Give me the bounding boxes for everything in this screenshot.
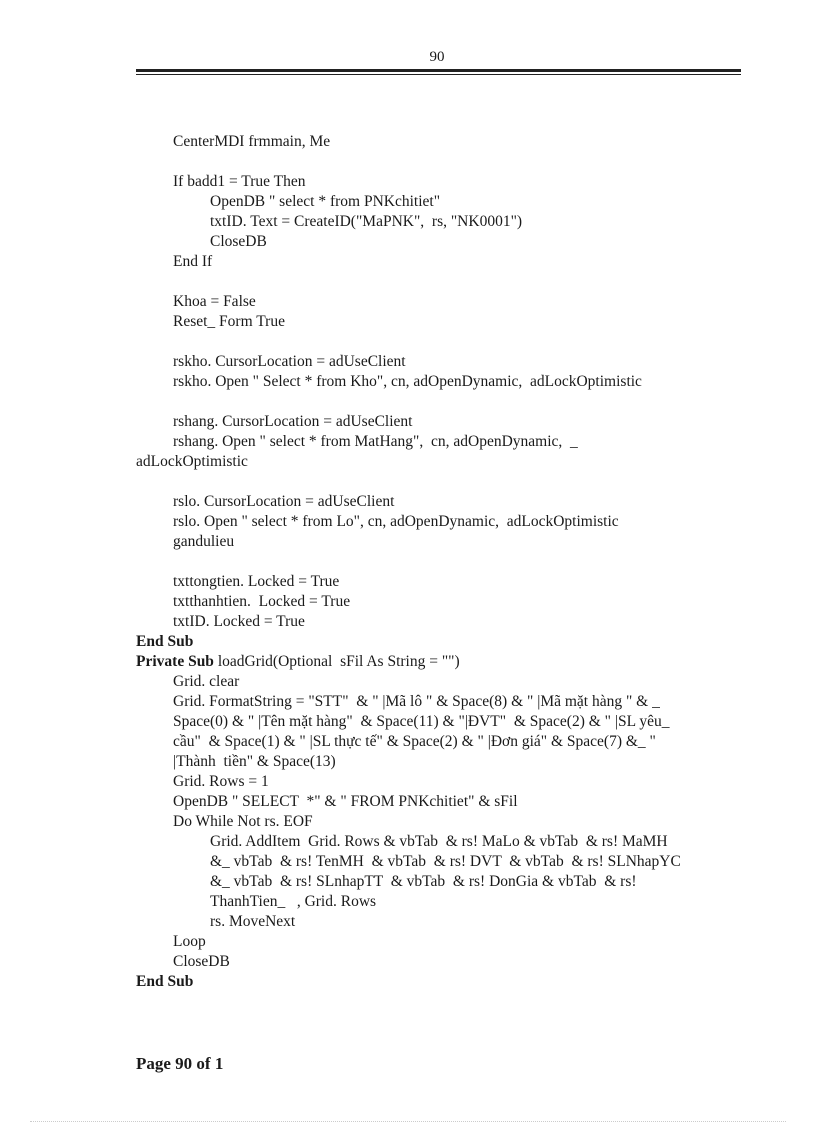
code-line: txtID. Text = CreateID("MaPNK", rs, "NK0001") — [210, 213, 523, 230]
header-rule-thick — [136, 69, 741, 72]
code-line: rskho. CursorLocation = adUseClient — [173, 353, 406, 370]
code-line: End If — [173, 253, 213, 270]
code-line: rshang. Open " select * from MatHang", cn, adOpenDynamic, _ — [173, 433, 578, 450]
code-line: Do While Not rs. EOF — [173, 813, 313, 830]
code-line: CloseDB — [173, 953, 230, 970]
code-listing — [136, 132, 736, 992]
code-line-keyword: End Sub — [136, 973, 194, 990]
code-line: Space(0) & " |Tên mặt hàng" & Space(11) & "|ĐVT" & Space(2) & " |SL yêu_ — [173, 713, 670, 730]
code-line: |Thành tiền" & Space(13) — [173, 753, 336, 770]
code-line: CloseDB — [210, 233, 267, 250]
code-line: rskho. Open " Select * from Kho", cn, adOpenDynamic, adLockOptimistic — [173, 373, 642, 390]
code-line: &_ vbTab & rs! SLnhapTT & vbTab & rs! DonGia & vbTab & rs! — [210, 873, 637, 890]
code-line: rs. MoveNext — [210, 913, 296, 930]
page-number: 90 — [429, 49, 445, 65]
page-bottom-divider — [30, 1121, 786, 1122]
code-line: Grid. FormatString = "STT" & " |Mã lô " & Space(8) & " |Mã mặt hàng " & _ — [173, 693, 660, 710]
code-line: txttongtien. Locked = True — [173, 573, 340, 590]
code-line: ThanhTien_ , Grid. Rows — [210, 893, 377, 910]
header-rule-thin — [136, 74, 741, 75]
code-line: Khoa = False — [173, 293, 256, 310]
code-line: cầu" & Space(1) & " |SL thực tế" & Space(2) & " |Đơn giá" & Space(7) &_ " — [173, 733, 656, 750]
code-line: rslo. CursorLocation = adUseClient — [173, 493, 395, 510]
code-line: txtthanhtien. Locked = True — [173, 593, 351, 610]
code-line: txtID. Locked = True — [173, 613, 305, 630]
page-footer: Page 90 of 1 — [136, 1054, 224, 1073]
code-line: Grid. Rows = 1 — [173, 773, 269, 790]
code-line: gandulieu — [173, 533, 235, 550]
code-line: OpenDB " SELECT *" & " FROM PNKchitiet" & sFil — [173, 793, 518, 810]
keyword-private-sub: Private Sub — [136, 653, 214, 670]
code-line: CenterMDI frmmain, Me — [173, 133, 331, 150]
code-line: rslo. Open " select * from Lo", cn, adOpenDynamic, adLockOptimistic — [173, 513, 619, 530]
code-line: If badd1 = True Then — [173, 173, 306, 190]
code-line: Loop — [173, 933, 206, 950]
code-line — [136, 652, 736, 672]
code-line-keyword: End Sub — [136, 633, 194, 650]
code-line: Reset_ Form True — [173, 313, 285, 330]
code-line: Grid. AddItem Grid. Rows & vbTab & rs! MaLo & vbTab & rs! MaMH — [210, 833, 668, 850]
sub-signature: loadGrid(Optional sFil As String = "") — [213, 653, 460, 670]
code-line: OpenDB " select * from PNKchitiet" — [210, 193, 441, 210]
code-line: rshang. CursorLocation = adUseClient — [173, 413, 413, 430]
code-line: &_ vbTab & rs! TenMH & vbTab & rs! DVT & vbTab & rs! SLNhapYC — [210, 853, 681, 870]
code-line: Grid. clear — [173, 673, 240, 690]
code-line: adLockOptimistic — [136, 453, 248, 470]
